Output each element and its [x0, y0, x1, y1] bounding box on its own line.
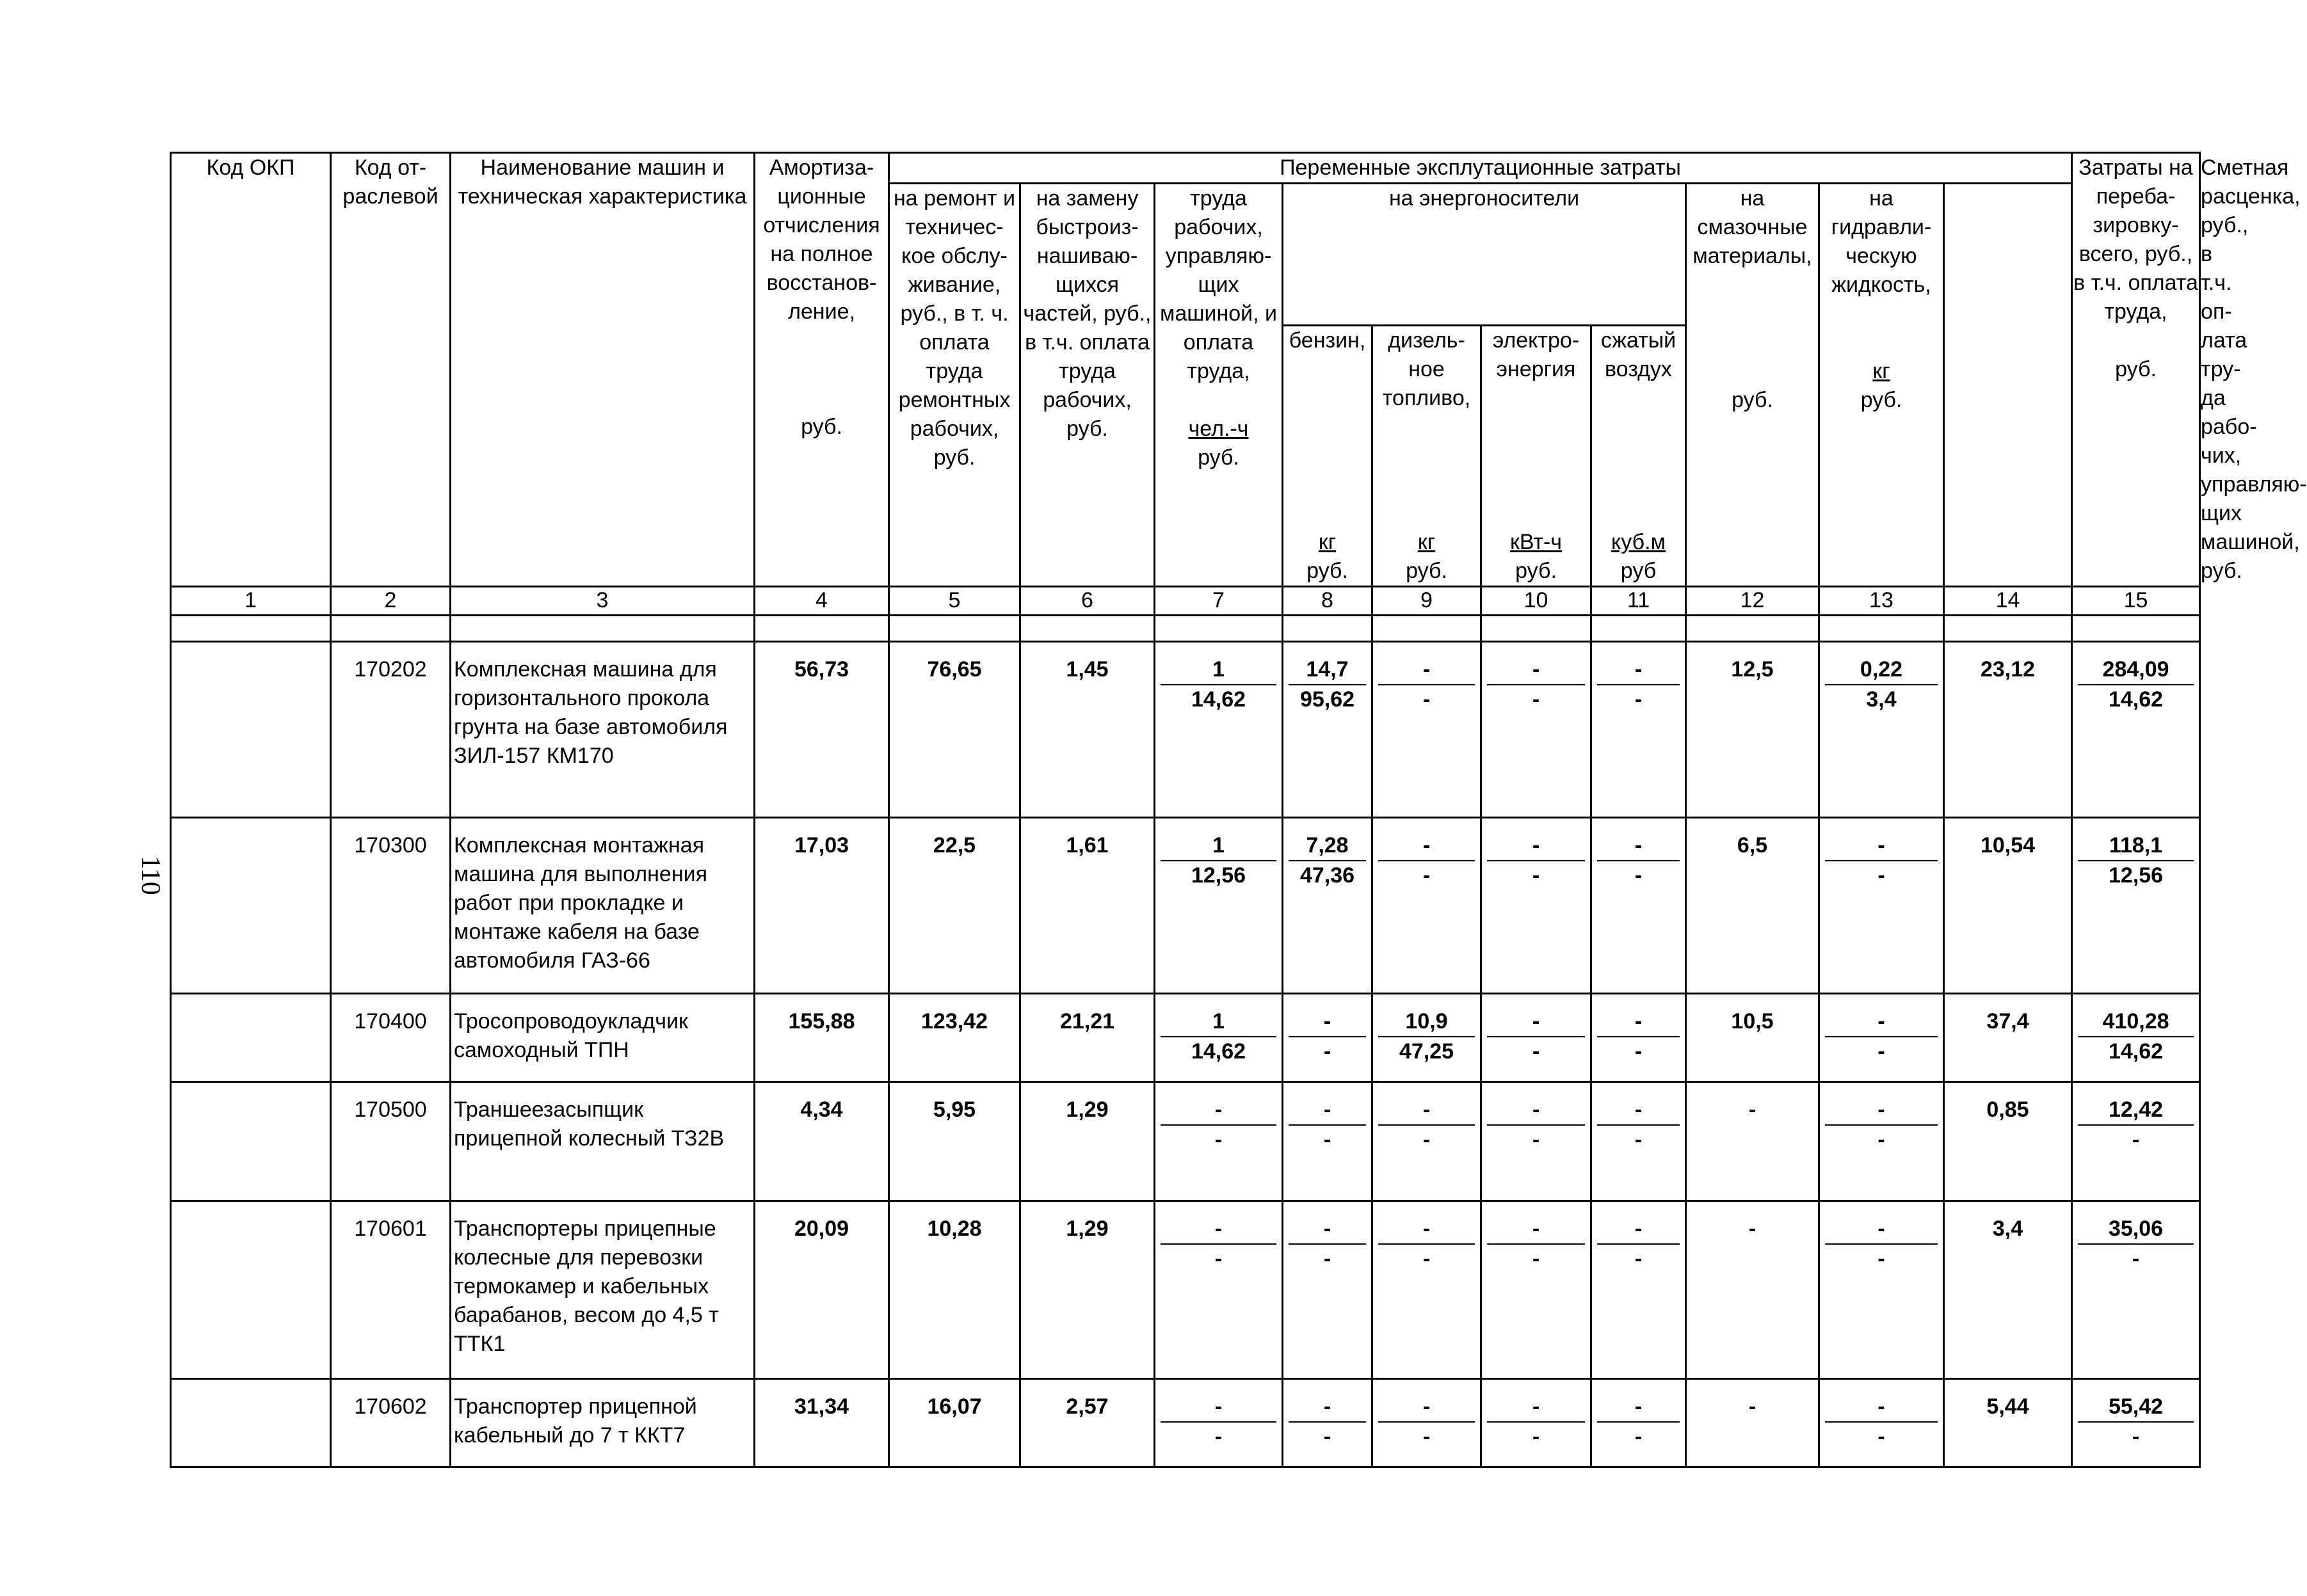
replace-cell: 1,29 [1020, 1082, 1155, 1201]
header-air-unit-bot: руб [1620, 559, 1657, 583]
okp-cell [171, 818, 331, 994]
header-hydro-unit-top: кг [1872, 359, 1890, 383]
transport-cell: 0,85 [1944, 1082, 2072, 1201]
branch-code-cell: 170202 [331, 642, 451, 818]
repair-cell: 76,65 [889, 642, 1020, 818]
estimate-labor: - [2132, 1128, 2140, 1152]
amortization-cell: 56,73 [755, 642, 889, 818]
estimate-labor: 12,56 [2108, 863, 2164, 888]
header-labor-unit-bot: руб. [1198, 445, 1239, 470]
spacer-row [171, 616, 2200, 642]
hydro-kg: - [1825, 1393, 1938, 1423]
transport-cell: 5,44 [1944, 1379, 2072, 1467]
electric-kwh: - [1487, 1096, 1585, 1126]
petrol-kg: 7,28 [1289, 831, 1366, 861]
column-number: 5 [889, 587, 1020, 616]
diesel-cell [1372, 642, 1481, 818]
hydro-rub: - [1877, 863, 1885, 888]
header-code-branch: Код от- раслевой [331, 153, 451, 587]
electric-cell [1481, 642, 1591, 818]
machine-name-cell: Транспортеры прицепные колесные для перевозки термокамер и кабельных барабанов, весом до 4,5 т ТТК1 [451, 1201, 755, 1379]
electric-rub: - [1532, 1247, 1540, 1271]
amortization-cell: 155,88 [755, 994, 889, 1082]
header-petrol [1283, 326, 1372, 587]
air-m3: - [1597, 1007, 1680, 1037]
labor-cell [1155, 818, 1283, 994]
diesel-cell [1372, 1379, 1481, 1467]
header-amortization-text: Амортиза- ционные отчисления на полное восстанов- ление, [763, 156, 880, 324]
machine-name-cell: Комплексная монтажная машина для выполнения работ при прокладке и монтаже кабеля на базе автомобиля ГАЗ-66 [451, 818, 755, 994]
header-petrol-text: бензин, [1289, 328, 1366, 353]
hydro-cell [1819, 818, 1944, 994]
diesel-rub: - [1422, 1247, 1431, 1271]
header-lube [1686, 184, 1819, 587]
hydro-cell [1819, 1082, 1944, 1201]
diesel-cell [1372, 1201, 1481, 1379]
header-petrol-unit-bot: руб. [1306, 559, 1348, 583]
diesel-kg: - [1378, 1215, 1475, 1245]
header-electric-unit-bot: руб. [1515, 559, 1557, 583]
estimate-total: 12,42 [2078, 1096, 2194, 1126]
machine-name-cell: Тросопроводоукладчик самоходный ТПН [451, 994, 755, 1082]
air-rub: - [1634, 687, 1643, 712]
estimate-total: 55,42 [2078, 1393, 2194, 1423]
header-transport [2072, 153, 2200, 587]
petrol-kg: - [1289, 1096, 1366, 1126]
hydro-cell [1819, 1201, 1944, 1379]
header-diesel [1372, 326, 1481, 587]
diesel-kg: - [1378, 1096, 1475, 1126]
table-row [171, 1379, 2200, 1467]
okp-cell [171, 1201, 331, 1379]
estimate-total: 284,09 [2078, 655, 2194, 685]
table-row [171, 994, 2200, 1082]
labor-rub: - [1214, 1247, 1223, 1271]
column-number: 13 [1819, 587, 1944, 616]
header-machine-name: Наименование машин и техническая характеристика [451, 153, 755, 587]
petrol-cell [1283, 1379, 1372, 1467]
labor-rub: 14,62 [1191, 687, 1246, 712]
estimate-cell [2072, 994, 2200, 1082]
replace-cell: 21,21 [1020, 994, 1155, 1082]
page-number: 110 [136, 856, 165, 895]
labor-rub: - [1214, 1128, 1223, 1152]
column-number: 14 [1944, 587, 2072, 616]
table-row [171, 818, 2200, 994]
air-cell [1591, 994, 1686, 1082]
electric-cell [1481, 1379, 1591, 1467]
air-cell [1591, 1201, 1686, 1379]
column-number-row [171, 587, 2200, 616]
replace-cell: 1,61 [1020, 818, 1155, 994]
transport-cell: 10,54 [1944, 818, 2072, 994]
petrol-cell [1283, 1082, 1372, 1201]
table-row [171, 1201, 2200, 1379]
data-rows [171, 642, 2200, 1467]
petrol-kg: 14,7 [1289, 655, 1366, 685]
estimate-cell [2072, 642, 2200, 818]
branch-code-cell: 170400 [331, 994, 451, 1082]
header-air [1591, 326, 1686, 587]
estimate-labor: 14,62 [2108, 687, 2164, 712]
electric-kwh: - [1487, 831, 1585, 861]
hydro-rub: - [1877, 1247, 1885, 1271]
electric-cell [1481, 818, 1591, 994]
air-cell [1591, 818, 1686, 994]
petrol-rub: 47,36 [1299, 863, 1355, 888]
header-labor-unit-top: чел.-ч [1188, 417, 1249, 441]
estimate-labor: - [2132, 1247, 2140, 1271]
hydro-rub: - [1877, 1424, 1885, 1449]
hydro-rub: - [1877, 1128, 1885, 1152]
header-electric [1481, 326, 1591, 587]
petrol-cell [1283, 642, 1372, 818]
amortization-cell: 20,09 [755, 1201, 889, 1379]
hydro-cell [1819, 994, 1944, 1082]
diesel-rub: 47,25 [1399, 1039, 1454, 1064]
header-hydro-text: на гидравли- ческую жидкость, [1831, 186, 1932, 297]
replace-cell: 1,29 [1020, 1201, 1155, 1379]
amortization-cell: 4,34 [755, 1082, 889, 1201]
air-rub: - [1634, 1039, 1643, 1064]
header-labor-text: труда рабочих, управляю- щих машиной, и оплата труда, [1159, 186, 1278, 383]
okp-cell [171, 1379, 331, 1467]
branch-code-cell: 170300 [331, 818, 451, 994]
header-hydro-unit-bot: руб. [1860, 388, 1902, 412]
header-lube-text: на смазочные материалы, [1692, 186, 1812, 268]
petrol-kg: - [1289, 1215, 1366, 1245]
diesel-cell [1372, 818, 1481, 994]
hydro-cell [1819, 642, 1944, 818]
branch-code-cell: 170601 [331, 1201, 451, 1379]
header-replace-text: на замену быстроиз- нашиваю- щихся частей, руб., в т.ч. оплата труда рабочих, [1023, 186, 1152, 412]
air-cell [1591, 1082, 1686, 1201]
diesel-kg: 10,9 [1378, 1007, 1475, 1037]
labor-hours: - [1161, 1393, 1276, 1423]
header-amortization-unit: руб. [801, 415, 842, 439]
petrol-cell [1283, 1201, 1372, 1379]
header-air-unit-top: куб.м [1611, 530, 1666, 554]
header-diesel-unit-bot: руб. [1406, 559, 1447, 583]
header-variable-costs: Переменные эксплутационные затраты [889, 153, 2072, 184]
header-amortization [755, 153, 889, 587]
diesel-kg: - [1378, 655, 1475, 685]
diesel-kg: - [1378, 831, 1475, 861]
electric-kwh: - [1487, 1393, 1585, 1423]
okp-cell [171, 1082, 331, 1201]
hydro-kg: 0,22 [1825, 655, 1938, 685]
replace-cell: 1,45 [1020, 642, 1155, 818]
lube-cell: - [1686, 1379, 1819, 1467]
estimate-cell [2072, 818, 2200, 994]
labor-rub: - [1214, 1424, 1223, 1449]
labor-cell [1155, 994, 1283, 1082]
labor-hours: 1 [1161, 655, 1276, 685]
air-rub: - [1634, 863, 1643, 888]
diesel-kg: - [1378, 1393, 1475, 1423]
amortization-cell: 17,03 [755, 818, 889, 994]
header-electric-text: электро- энергия [1492, 328, 1580, 381]
hydro-kg: - [1825, 1215, 1938, 1245]
electric-rub: - [1532, 1424, 1540, 1449]
repair-cell: 5,95 [889, 1082, 1020, 1201]
electric-rub: - [1532, 1128, 1540, 1152]
column-number: 7 [1155, 587, 1283, 616]
column-number: 3 [451, 587, 755, 616]
table-row [171, 642, 2200, 818]
lube-cell: 12,5 [1686, 642, 1819, 818]
okp-cell [171, 642, 331, 818]
column-number: 2 [331, 587, 451, 616]
machine-name-cell: Комплексная машина для горизонтального прокола грунта на базе автомобиля ЗИЛ-157 КМ170 [451, 642, 755, 818]
electric-cell [1481, 994, 1591, 1082]
header-hydro [1819, 184, 1944, 587]
estimate-cell [2072, 1082, 2200, 1201]
repair-cell: 22,5 [889, 818, 1020, 994]
estimate-total: 35,06 [2078, 1215, 2194, 1245]
estimate-total: 410,28 [2078, 1007, 2194, 1037]
labor-hours: 1 [1161, 831, 1276, 861]
electric-kwh: - [1487, 1215, 1585, 1245]
diesel-rub: - [1422, 1128, 1431, 1152]
column-number: 9 [1372, 587, 1481, 616]
air-cell [1591, 1379, 1686, 1467]
electric-kwh: - [1487, 1007, 1585, 1037]
air-m3: - [1597, 655, 1680, 685]
header-replace [1020, 184, 1155, 587]
header-repair [889, 184, 1020, 587]
header-transport-unit: руб. [2115, 357, 2157, 381]
branch-code-cell: 170602 [331, 1379, 451, 1467]
table-row [171, 1082, 2200, 1201]
electric-kwh: - [1487, 655, 1585, 685]
transport-cell: 37,4 [1944, 994, 2072, 1082]
header-energy-group: на энергоносители [1283, 184, 1686, 326]
air-m3: - [1597, 1215, 1680, 1245]
repair-cell: 16,07 [889, 1379, 1020, 1467]
machine-name-cell: Транспортер прицепной кабельный до 7 т ККТ7 [451, 1379, 755, 1467]
petrol-kg: - [1289, 1007, 1366, 1037]
petrol-rub: 95,62 [1299, 687, 1355, 712]
branch-code-cell: 170500 [331, 1082, 451, 1201]
air-rub: - [1634, 1128, 1643, 1152]
repair-cell: 123,42 [889, 994, 1020, 1082]
column-number: 12 [1686, 587, 1819, 616]
header-repair-unit: руб. [933, 445, 976, 470]
header-diesel-text: дизель- ное топливо, [1382, 328, 1471, 410]
petrol-rub: - [1323, 1424, 1331, 1449]
labor-rub: 14,62 [1191, 1039, 1246, 1064]
header-replace-unit: руб. [1066, 417, 1108, 441]
air-rub: - [1634, 1424, 1643, 1449]
electric-rub: - [1532, 863, 1540, 888]
hydro-cell [1819, 1379, 1944, 1467]
petrol-cell [1283, 818, 1372, 994]
petrol-cell [1283, 994, 1372, 1082]
diesel-rub: - [1422, 687, 1431, 712]
column-number: 8 [1283, 587, 1372, 616]
transport-cell: 23,12 [1944, 642, 2072, 818]
hydro-rub: - [1877, 1039, 1885, 1064]
labor-cell [1155, 642, 1283, 818]
column-number: 11 [1591, 587, 1686, 616]
transport-cell: 3,4 [1944, 1201, 2072, 1379]
hydro-kg: - [1825, 1096, 1938, 1126]
electric-cell [1481, 1201, 1591, 1379]
machine-rates-table [170, 152, 2307, 1468]
electric-cell [1481, 1082, 1591, 1201]
column-number: 15 [2072, 587, 2200, 616]
hydro-kg: - [1825, 1007, 1938, 1037]
petrol-rub: - [1323, 1128, 1331, 1152]
diesel-rub: - [1422, 863, 1431, 888]
labor-cell [1155, 1201, 1283, 1379]
estimate-cell [2072, 1201, 2200, 1379]
petrol-rub: - [1323, 1039, 1331, 1064]
hydro-rub: 3,4 [1866, 687, 1897, 712]
okp-cell [171, 994, 331, 1082]
header-electric-unit-top: кВт-ч [1509, 530, 1563, 554]
header-petrol-unit-top: кг [1318, 530, 1337, 554]
labor-cell [1155, 1379, 1283, 1467]
estimate-labor: - [2132, 1424, 2140, 1449]
diesel-rub: - [1422, 1424, 1431, 1449]
lube-cell: 10,5 [1686, 994, 1819, 1082]
labor-hours: 1 [1161, 1007, 1276, 1037]
header-diesel-unit-top: кг [1417, 530, 1436, 554]
repair-cell: 10,28 [889, 1201, 1020, 1379]
replace-cell: 2,57 [1020, 1379, 1155, 1467]
header-row-1: Код ОКП Код от- раслевой Наименование машин и техническая характеристика Амортиза- ционные отчисления на полное восстанов- ление, руб. Переменные эксплутационные затраты Затраты на переба- зировку- всего, руб., в т.ч. оплата труда, руб. Сметная расценка, руб., в т.ч. оп- лата тру- да рабо- чих, управляю- щих машиной, руб. [171, 153, 2200, 184]
air-cell [1591, 642, 1686, 818]
amortization-cell: 31,34 [755, 1379, 889, 1467]
column-number: 1 [171, 587, 331, 616]
air-m3: - [1597, 1096, 1680, 1126]
petrol-rub: - [1323, 1247, 1331, 1271]
header-labor [1155, 184, 1283, 587]
header-transport-text: Затраты на переба- зировку- всего, руб., в т.ч. оплата труда, [2073, 156, 2198, 324]
diesel-cell [1372, 1082, 1481, 1201]
estimate-total: 118,1 [2078, 831, 2194, 861]
labor-hours: - [1161, 1215, 1276, 1245]
column-number: 10 [1481, 587, 1591, 616]
labor-rub: 12,56 [1191, 863, 1246, 888]
air-rub: - [1634, 1247, 1643, 1271]
petrol-kg: - [1289, 1393, 1366, 1423]
machine-name-cell: Траншеезасыпщик прицепной колесный ТЗ2В [451, 1082, 755, 1201]
header-lube-unit: руб. [1732, 388, 1773, 412]
labor-hours: - [1161, 1096, 1276, 1126]
lube-cell: - [1686, 1201, 1819, 1379]
header-code-okp: Код ОКП [171, 153, 331, 587]
air-m3: - [1597, 1393, 1680, 1423]
column-number: 4 [755, 587, 889, 616]
electric-rub: - [1532, 1039, 1540, 1064]
estimate-labor: 14,62 [2108, 1039, 2164, 1064]
lube-cell: 6,5 [1686, 818, 1819, 994]
hydro-kg: - [1825, 831, 1938, 861]
column-number: 6 [1020, 587, 1155, 616]
estimate-cell [2072, 1379, 2200, 1467]
lube-cell: - [1686, 1082, 1819, 1201]
diesel-cell [1372, 994, 1481, 1082]
air-m3: - [1597, 831, 1680, 861]
electric-rub: - [1532, 687, 1540, 712]
header-repair-text: на ремонт и техничес- кое обслу- живание, руб., в т. ч. оплата труда ремонтных рабочих, [893, 186, 1016, 441]
labor-cell [1155, 1082, 1283, 1201]
header-air-text: сжатый воздух [1600, 328, 1676, 381]
